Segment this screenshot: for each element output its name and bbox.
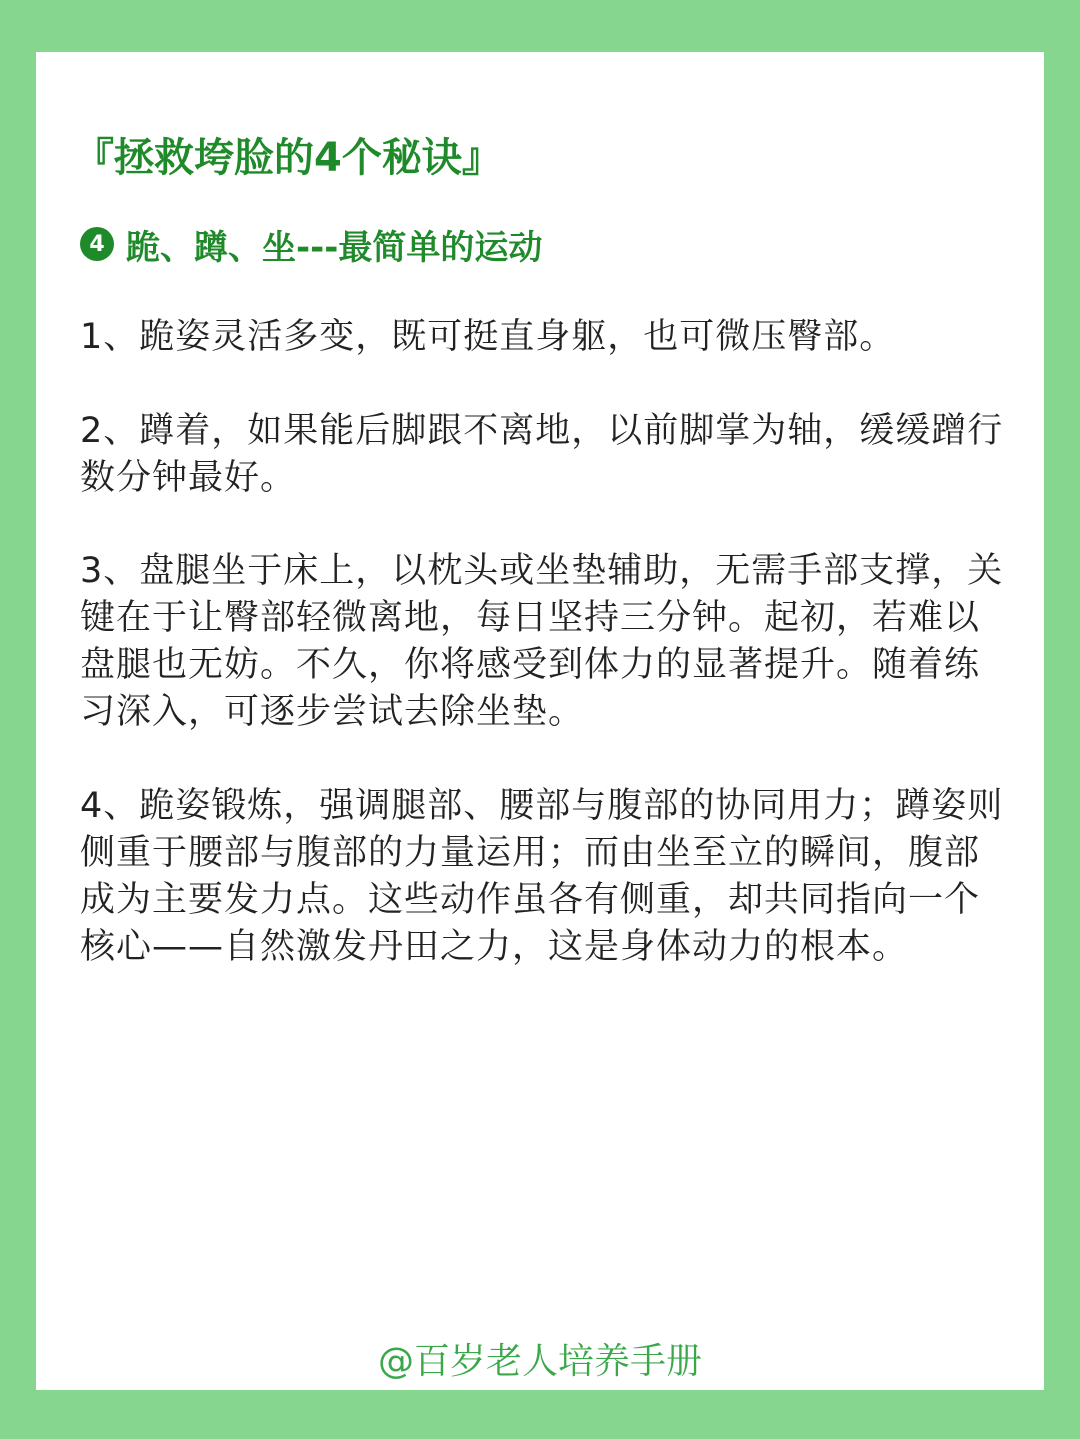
page-title: 『拯救垮脸的4个秘诀』 [74, 135, 502, 181]
section-heading [80, 218, 542, 270]
paragraph-4: 4、跪姿锻炼，强调腿部、腰部与腹部的协同用力；蹲姿则侧重于腰部与腹部的力量运用；而由坐至立的瞬间，腹部成为主要发力点。这些动作虽各有侧重，却共同指向一个核心——自然激发丹田之力，这是身体动力的根本。 [80, 786, 1004, 967]
number-badge: 4 [80, 227, 114, 261]
paragraph-3: 3、盘腿坐于床上，以枕头或坐垫辅助，无需手部支撑，关键在于让臀部轻微离地，每日坚持三分钟。起初，若难以盘腿也无妨。不久，你将感受到体力的显著提升。随着练习深入，可逐步尝试去除坐垫。 [80, 551, 1004, 732]
section-heading-text: 跪、蹲、坐---最简单的运动 [126, 227, 543, 268]
paragraph-1: 1、跪姿灵活多变，既可挺直身躯，也可微压臀部。 [80, 317, 896, 357]
author-handle: @百岁老人培养手册 [377, 1341, 702, 1382]
content-card [36, 52, 1044, 1390]
paragraph-2: 2、蹲着，如果能后脚跟不离地，以前脚掌为轴，缓缓蹭行数分钟最好。 [80, 411, 1004, 498]
